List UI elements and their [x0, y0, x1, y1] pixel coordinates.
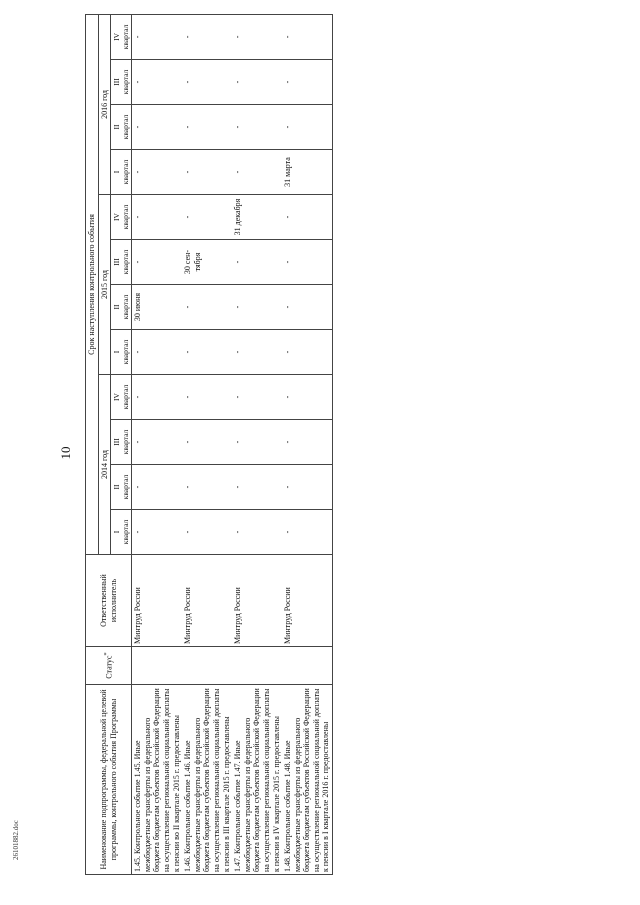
quarter-cell: - — [182, 420, 232, 465]
quarter-number: II — [112, 304, 122, 310]
header-quarter — [111, 150, 132, 195]
quarter-word: квартал — [121, 294, 131, 320]
quarter-number: IV — [112, 393, 122, 401]
quarter-cell: - — [182, 195, 232, 240]
table-row — [282, 14, 332, 874]
event-name: 1.45. Контрольное событие 1.45. Иные межбюджетные трансферты из федерального бюджета бюджетам субъектов Российской Федерации на осуществление региональной социальной доплаты к пенсии во II квартале 2015 г. предоставлены — [132, 685, 182, 875]
event-executor: Минтруд России — [182, 555, 232, 647]
quarter-word: квартал — [121, 384, 131, 410]
header-year: 2014 год — [98, 375, 111, 555]
quarter-cell: - — [282, 465, 332, 510]
quarter-cell: - — [182, 60, 232, 105]
quarter-word: квартал — [121, 429, 131, 455]
quarter-cell: - — [232, 420, 282, 465]
quarter-cell: - — [282, 420, 332, 465]
quarter-word: квартал — [121, 159, 131, 185]
quarter-number: II — [112, 484, 122, 490]
quarter-number: III — [112, 438, 122, 446]
quarter-cell: - — [132, 510, 182, 555]
control-events-table — [85, 14, 333, 875]
quarter-cell: - — [282, 330, 332, 375]
quarter-cell: - — [232, 285, 282, 330]
header-year: 2016 год — [98, 14, 111, 194]
document-footer: 26101882.doc — [12, 820, 20, 860]
header-quarter — [111, 240, 132, 285]
table-row — [182, 14, 232, 874]
quarter-number: I — [112, 170, 122, 174]
event-date: 30 июня — [132, 285, 182, 330]
quarter-cell: - — [182, 330, 232, 375]
quarter-number: I — [112, 530, 122, 534]
event-executor: Минтруд России — [132, 555, 182, 647]
table-body — [132, 14, 333, 874]
quarter-cell: - — [282, 510, 332, 555]
quarter-cell: - — [282, 14, 332, 59]
header-quarter — [111, 14, 132, 59]
table-row — [132, 14, 182, 874]
quarter-cell: - — [132, 375, 182, 420]
event-status — [132, 647, 182, 685]
quarter-cell: - — [232, 510, 282, 555]
event-executor: Минтруд России — [282, 555, 332, 647]
event-name: 1.47. Контрольное событие 1.47. Иные межбюджетные трансферты из федерального бюджета бюджетам субъектов Российской Федерации на осуществление региональной социальной доплаты к пенсии в IV квартале 2015 г. предоставлены — [232, 685, 282, 875]
quarter-cell: - — [282, 105, 332, 150]
quarter-cell: - — [282, 375, 332, 420]
header-name: Наименование подпрограммы, федеральной целевой программы, контрольного события Программы — [86, 685, 132, 875]
header-quarter — [111, 420, 132, 465]
header-quarter — [111, 285, 132, 330]
header-executor: Ответственный исполнитель — [86, 555, 132, 647]
status-footnote-mark: * — [102, 652, 110, 656]
header-quarter — [111, 375, 132, 420]
event-executor: Минтруд России — [232, 555, 282, 647]
quarter-cell: - — [132, 420, 182, 465]
quarter-cell: - — [132, 330, 182, 375]
header-quarter — [111, 330, 132, 375]
quarter-word: квартал — [121, 204, 131, 230]
quarter-cell: - — [232, 150, 282, 195]
header-status-label: Статус — [104, 655, 114, 679]
table-header — [86, 14, 132, 874]
event-status — [282, 647, 332, 685]
quarter-word: квартал — [121, 474, 131, 500]
header-quarter — [111, 105, 132, 150]
quarter-cell: - — [232, 375, 282, 420]
header-quarter — [111, 510, 132, 555]
quarter-cell: - — [132, 465, 182, 510]
event-name: 1.48. Контрольное событие 1.48. Иные межбюджетные трансферты из федерального бюджета бюджетам субъектов Российской Федерации на осуществление региональной социальной доплаты к пенсии в I квартале 2016 г. предоставлены — [282, 685, 332, 875]
event-status — [182, 647, 232, 685]
quarter-cell: - — [182, 105, 232, 150]
quarter-cell: - — [182, 285, 232, 330]
quarter-cell: - — [132, 14, 182, 59]
quarter-cell: - — [132, 60, 182, 105]
quarter-cell: - — [282, 240, 332, 285]
event-name: 1.46. Контрольное событие 1.46. Иные межбюджетные трансферты из федерального бюджета бюджетам субъектов Российской Федерации на осуществление региональной социальной доплаты к пенсии в III квартале 2015 г. предоставлены — [182, 685, 232, 875]
quarter-number: III — [112, 78, 122, 86]
header-status — [86, 647, 132, 685]
header-quarter — [111, 60, 132, 105]
header-year: 2015 год — [98, 195, 111, 375]
quarter-cell: - — [232, 14, 282, 59]
quarter-word: квартал — [121, 249, 131, 275]
event-date: 31 декабря — [232, 195, 282, 240]
quarter-word: квартал — [121, 339, 131, 365]
quarter-word: квартал — [121, 69, 131, 95]
quarter-number: III — [112, 258, 122, 266]
quarter-number: IV — [112, 213, 122, 221]
quarter-word: квартал — [121, 24, 131, 50]
quarter-cell: - — [182, 465, 232, 510]
quarter-cell: - — [132, 195, 182, 240]
quarter-cell: - — [232, 105, 282, 150]
quarter-cell: - — [132, 150, 182, 195]
quarter-word: квартал — [121, 114, 131, 140]
quarter-cell: - — [182, 375, 232, 420]
event-status — [232, 647, 282, 685]
quarter-number: II — [112, 124, 122, 130]
quarter-cell: - — [232, 330, 282, 375]
quarter-cell: - — [132, 105, 182, 150]
quarter-cell: - — [282, 285, 332, 330]
quarter-cell: - — [182, 14, 232, 59]
quarter-cell: - — [282, 60, 332, 105]
header-quarter — [111, 195, 132, 240]
quarter-cell: - — [232, 465, 282, 510]
quarter-cell: - — [232, 240, 282, 285]
quarter-cell: - — [132, 240, 182, 285]
page-number: 10 — [58, 446, 73, 460]
quarter-word: квартал — [121, 519, 131, 545]
event-date: 30 сен- тября — [182, 240, 232, 285]
quarter-cell: - — [232, 60, 282, 105]
table-row — [232, 14, 282, 874]
quarter-cell: - — [282, 195, 332, 240]
event-date: 31 марта — [282, 150, 332, 195]
quarter-cell: - — [182, 150, 232, 195]
header-deadline-group: Срок наступления контрольного события — [86, 14, 99, 554]
quarter-number: I — [112, 350, 122, 354]
header-quarter — [111, 465, 132, 510]
quarter-cell: - — [182, 510, 232, 555]
quarter-number: IV — [112, 33, 122, 41]
rotated-page — [85, 15, 615, 875]
